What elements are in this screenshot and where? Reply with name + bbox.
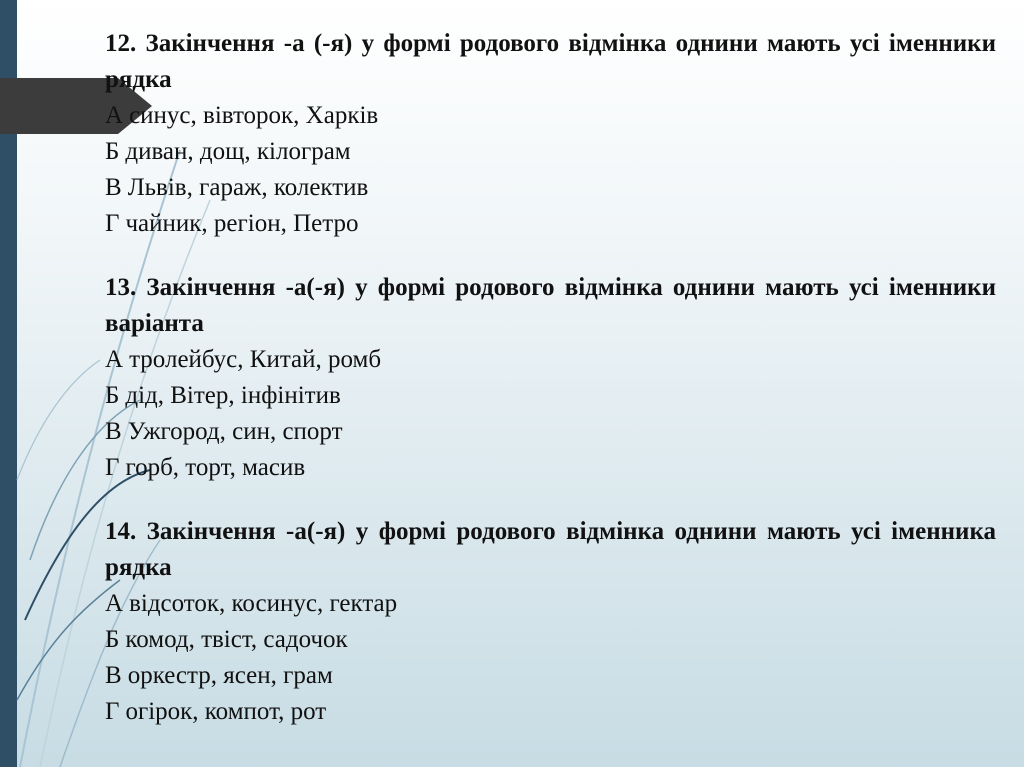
option-letter: В (105, 662, 122, 689)
option-text: комод, твіст, садочок (125, 626, 348, 653)
answer-option-b (105, 134, 996, 170)
option-letter: Б (105, 626, 120, 653)
option-letter: А (105, 102, 124, 129)
question-title: 12. Закінчення -а (-я) у формі родового відмінка однини мають усі іменники рядка (105, 30, 996, 93)
answer-option-h (105, 206, 996, 242)
option-letter: В (105, 418, 122, 445)
answer-option-b (105, 378, 996, 414)
answer-option-v (105, 170, 996, 206)
option-letter: Г (105, 454, 120, 481)
option-text: синус, вівторок, Харків (129, 102, 379, 129)
option-text: огірок, компот, рот (125, 698, 327, 725)
option-letter: А (105, 346, 124, 373)
question-title: 14. Закінчення -а(-я) у формі родового відмінка однини мають усі іменника рядка (105, 518, 996, 581)
questions-container (105, 26, 996, 758)
answer-option-v (105, 414, 996, 450)
answer-option-h (105, 450, 996, 486)
option-letter: Г (105, 210, 120, 237)
answer-option-a (105, 342, 996, 378)
question-title: 13. Закінчення -а(-я) у формі родового відмінка однини мають усі іменники варіанта (105, 274, 996, 337)
option-letter: Б (105, 138, 120, 165)
option-letter: Г (105, 698, 120, 725)
option-text: тролейбус, Китай, ромб (129, 346, 382, 373)
option-text: дід, Вітер, інфінітив (125, 382, 341, 409)
option-letter: Б (105, 382, 120, 409)
option-letter: А (105, 590, 124, 617)
answer-option-b (105, 622, 996, 658)
answer-option-a (105, 586, 996, 622)
option-text: диван, дощ, кілограм (125, 138, 351, 165)
question-14 (105, 514, 996, 730)
answer-option-v (105, 658, 996, 694)
option-letter: В (105, 174, 122, 201)
option-text: відсоток, косинус, гектар (129, 590, 398, 617)
option-text: чайник, регіон, Петро (125, 210, 359, 237)
option-text: Львів, гараж, колектив (127, 174, 369, 201)
answer-option-a (105, 98, 996, 134)
option-text: оркестр, ясен, грам (127, 662, 333, 689)
option-text: горб, торт, масив (125, 454, 306, 481)
question-12 (105, 26, 996, 242)
question-13 (105, 270, 996, 486)
option-text: Ужгород, син, спорт (127, 418, 343, 445)
answer-option-h (105, 694, 996, 730)
